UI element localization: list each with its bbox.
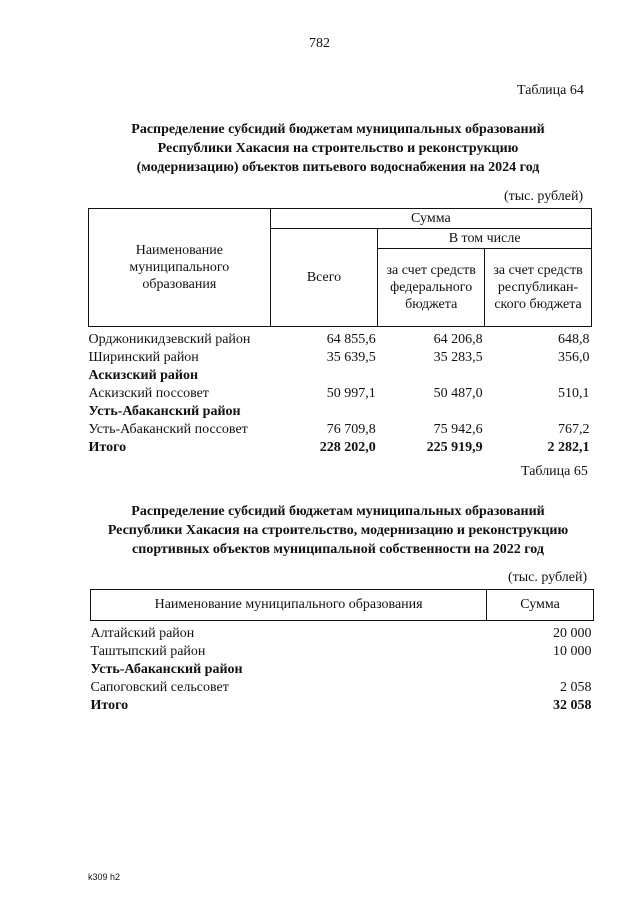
row-federal: 75 942,6 (433, 422, 483, 437)
row-name: Аскизский поссовет (88, 386, 209, 401)
table64 (88, 208, 592, 457)
table65 (90, 589, 594, 715)
row-name: Усть-Абаканский район (90, 662, 243, 677)
row-federal: 225 919,9 (426, 440, 483, 455)
table64-title-line: Распределение субсидий бюджетам муниципальных образований (131, 122, 545, 137)
table-row (91, 643, 594, 661)
row-name: Аскизский район (88, 368, 199, 383)
row-republic: 2 282,1 (547, 440, 590, 455)
row-republic (485, 403, 592, 421)
header-federal: за счет средств федерального бюджета (378, 249, 485, 327)
table64-label: Таблица 64 (517, 83, 584, 98)
footer-code: k309 h2 (88, 872, 121, 882)
table64-title-line: Республики Хакасия на строительство и реконструкцию (157, 141, 519, 156)
row-name: Орджоникидзевский район (88, 332, 251, 347)
row-republic: 356,0 (558, 350, 590, 365)
row-sum: 32 058 (553, 698, 592, 713)
row-republic: 510,1 (558, 386, 590, 401)
row-republic: 767,2 (558, 422, 590, 437)
header-name: Наименование муниципального образования (91, 590, 487, 621)
row-federal: 35 283,5 (433, 350, 483, 365)
header-name: Наименование муниципального образования (89, 209, 271, 327)
table-row (91, 661, 594, 679)
row-republic (485, 367, 592, 385)
row-name: Итого (88, 440, 127, 455)
row-total: 64 855,6 (326, 332, 376, 347)
row-name: Усть-Абаканский район (88, 404, 241, 419)
header-sum: Сумма (270, 209, 591, 229)
table-row (89, 403, 592, 421)
table-row (89, 367, 592, 385)
table65-title (60, 502, 616, 559)
row-name: Алтайский район (90, 626, 195, 641)
table-row (91, 679, 594, 697)
row-total: 35 639,5 (326, 350, 376, 365)
row-total: 76 709,8 (326, 422, 376, 437)
table-row (91, 625, 594, 643)
table64-title-line: (модернизацию) объектов питьевого водоснабжения на 2024 год (136, 160, 540, 175)
row-name: Итого (90, 698, 129, 713)
table65-title-line: Распределение субсидий бюджетам муниципальных образований (131, 504, 545, 519)
table-row (89, 331, 592, 349)
table64-units: (тыс. рублей) (504, 189, 584, 204)
header-republic: за счет средств республикан-ского бюджета (485, 249, 592, 327)
page-number: 782 (309, 36, 330, 51)
header-total: Всего (270, 229, 378, 327)
row-name: Сапоговский сельсовет (90, 680, 229, 695)
table-row (89, 349, 592, 367)
header-including: В том числе (378, 229, 592, 249)
table-row (89, 385, 592, 403)
row-total (270, 367, 378, 385)
table-row-total (91, 697, 594, 715)
table65-title-line: спортивных объектов муниципальной собственности на 2022 год (132, 542, 544, 557)
row-total (270, 403, 378, 421)
row-total: 50 997,1 (326, 386, 376, 401)
table65-label: Таблица 65 (521, 464, 588, 479)
row-federal: 64 206,8 (433, 332, 483, 347)
row-sum: 20 000 (553, 626, 592, 641)
row-sum (487, 661, 594, 679)
row-total: 228 202,0 (319, 440, 376, 455)
table-row (89, 421, 592, 439)
table65-units: (тыс. рублей) (508, 570, 588, 585)
row-federal (378, 403, 485, 421)
table65-title-line: Республики Хакасия на строительство, модернизацию и реконструкцию (107, 523, 569, 538)
row-republic: 648,8 (558, 332, 590, 347)
row-sum: 2 058 (560, 680, 592, 695)
row-name: Ширинский район (88, 350, 199, 365)
row-federal: 50 487,0 (433, 386, 483, 401)
header-sum: Сумма (487, 590, 594, 621)
row-name: Усть-Абаканский поссовет (88, 422, 248, 437)
table-row-total (89, 439, 592, 457)
table64-title (60, 120, 616, 177)
row-federal (378, 367, 485, 385)
row-sum: 10 000 (553, 644, 592, 659)
row-name: Таштыпский район (90, 644, 206, 659)
